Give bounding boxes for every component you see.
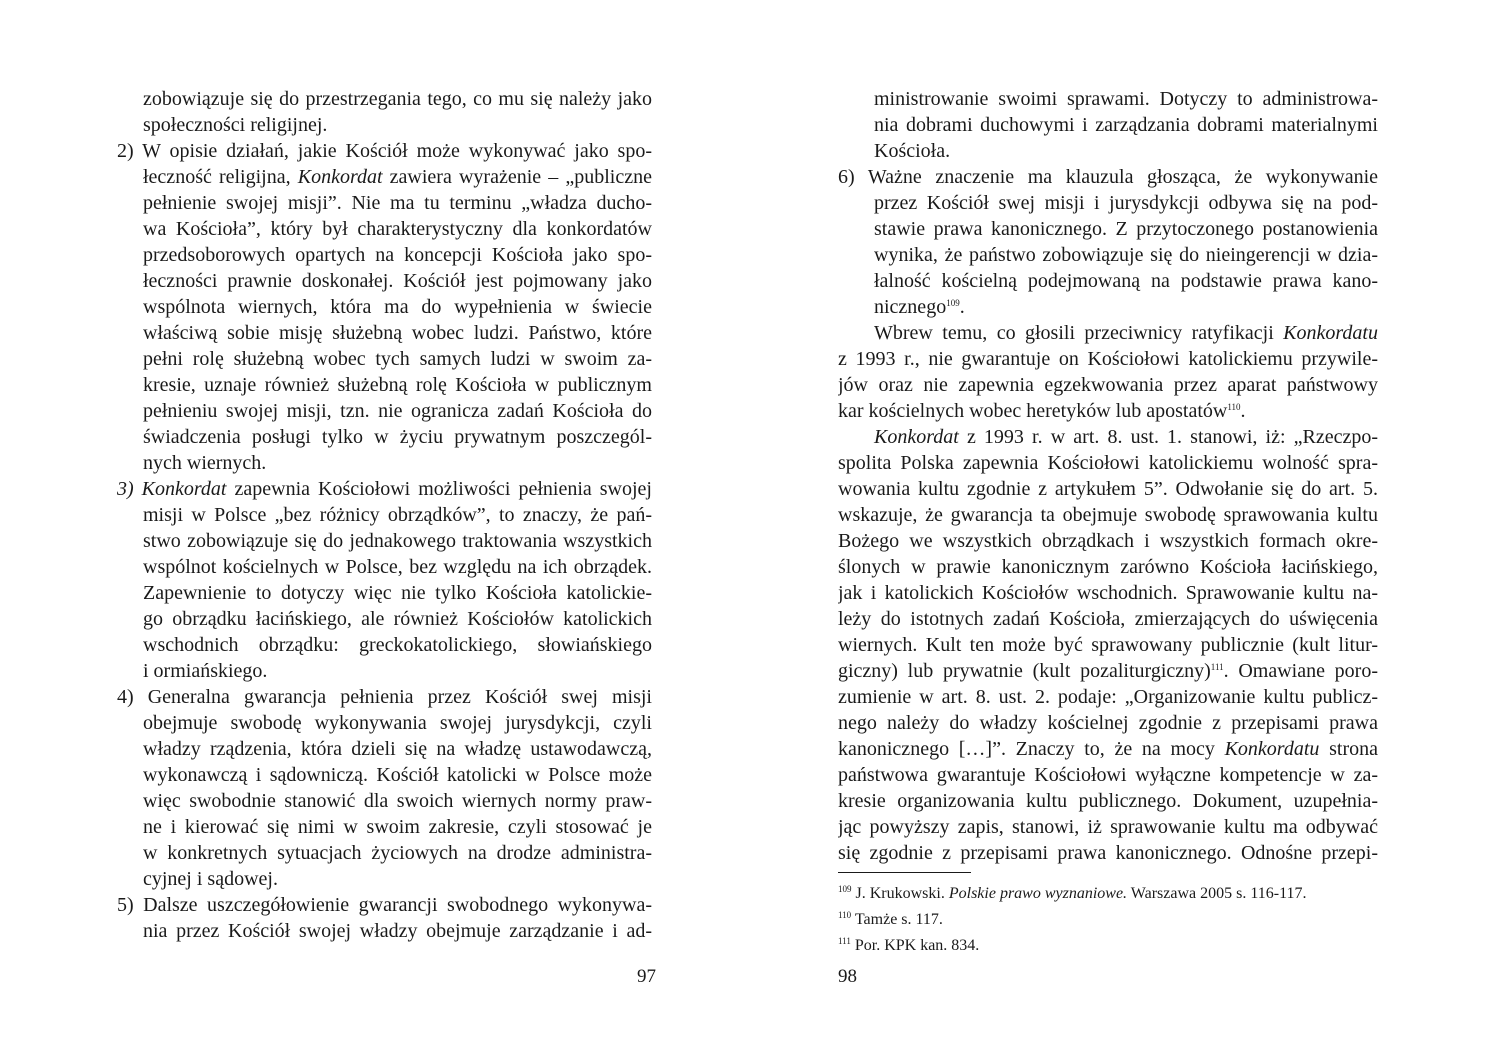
text-line: pełnieniu swojej misji, tzn. nie ogranicza zadań Kościoła do: [143, 400, 652, 422]
text-line: wiernych. Kult ten może być sprawowany publicznie (kult litur-: [838, 634, 1378, 656]
text-line: i ormiańskiego.: [143, 660, 268, 682]
text-line: właściwą sobie misję służebną wobec ludzi. Państwo, które: [143, 322, 652, 344]
text-line: misji w Polsce „bez różnicy obrządków”, to znaczy, że pań-: [143, 504, 652, 526]
text-line: stwo zobowiązuje się do jednakowego traktowania wszystkich: [143, 530, 652, 552]
text-line: ne i kierować się nimi w swoim zakresie, czyli stosować je: [143, 816, 652, 838]
list-item-3: 3) Konkordat zapewnia Kościołowi możliwości pełnienia swojej: [117, 478, 652, 500]
text-line: jak i katolickich Kościołów wschodnich. Sprawowanie kultu na-: [838, 582, 1378, 604]
list-item-5: 5) Dalsze uszczegółowienie gwarancji swobodnego wykonywa-: [117, 894, 652, 916]
text-line: nia dobrami duchowymi i zarządzania dobrami materialnymi: [874, 114, 1378, 136]
text-line: wspólnota wiernych, która ma do wypełnienia w świecie: [143, 296, 652, 318]
text-line: wa Kościoła”, który był charakterystyczny dla konkordatów: [143, 218, 652, 240]
left-page: [117, 86, 652, 944]
text-line: wykonawczą i sądowniczą. Kościół katolicki w Polsce może: [143, 764, 652, 786]
text-line: przedsoborowych opartych na koncepcji Kościoła jako spo-: [143, 244, 652, 266]
text-line: się zgodnie z przepisami prawa kanonicznego. Odnośne przepi-: [838, 842, 1378, 864]
text-line: nia przez Kościół swojej władzy obejmuje zarządzanie i ad-: [143, 920, 652, 942]
text-line: przez Kościół swej misji i jurysdykcji odbywa się na pod-: [874, 192, 1378, 214]
text-line: władzy rządzenia, która dzieli się na władzę ustawodawczą,: [143, 738, 652, 760]
text-line: obejmuje swobodę wykonywania swojej jurysdykcji, czyli: [143, 712, 652, 734]
text-line: giczny) lub prywatnie (kult pozaliturgiczny)$^{111}$. Omawiane poro-: [838, 660, 1378, 682]
text-line: świadczenia posługi tylko w życiu prywatnym poszczegól-: [143, 426, 652, 448]
text-line: kresie, uznaje również służebną rolę Kościoła w publicznym: [143, 374, 652, 396]
text-line: kar kościelnych wobec heretyków lub apostatów$^{110}$.: [838, 400, 1246, 422]
footnote-rule: [838, 872, 971, 873]
text-line: ministrowanie swoimi sprawami. Dotyczy to administrowa-: [874, 88, 1378, 110]
text-line: go obrządku łacińskiego, ale również Kościołów katolickich: [143, 608, 652, 630]
text-line: wschodnich obrządku: greckokatolickiego, słowiańskiego: [143, 634, 652, 656]
text-line: Bożego we wszystkich obrządkach i wszystkich formach okre-: [838, 530, 1378, 552]
list-item-6: 6) Ważne znaczenie ma klauzula głosząca, że wykonywanie: [838, 166, 1378, 188]
text-line: wynika, że państwo zobowiązuje się do nieingerencji w dzia-: [874, 244, 1378, 266]
text-line: pełni rolę służebną wobec tych samych ludzi w swoim za-: [143, 348, 652, 370]
text-line: wowania kultu zgodnie z artykułem 5”. Odwołanie się do art. 5.: [838, 478, 1378, 500]
text-line: kresie organizowania kultu publicznego. Dokument, uzupełnia-: [838, 790, 1378, 812]
text-line: łeczność religijna, Konkordat zawiera wyrażenie – „publiczne: [143, 166, 652, 188]
text-line: pełnienie swojej misji”. Nie ma tu terminu „władza ducho-: [143, 192, 652, 214]
text-line: z 1993 r., nie gwarantuje on Kościołowi katolickiemu przywile-: [838, 348, 1378, 370]
text-line: leży do istotnych zadań Kościoła, zmierzających do uświęcenia: [838, 608, 1378, 630]
footnote-ref: 110: [1227, 402, 1241, 412]
footnote-ref: 111: [1210, 662, 1224, 672]
list-item-4: 4) Generalna gwarancja pełnienia przez Kościół swej misji: [117, 686, 652, 708]
text-line: nego należy do władzy kościelnej zgodnie z przepisami prawa: [838, 712, 1378, 734]
text-line: zobowiązuje się do przestrzegania tego, co mu się należy jako: [143, 88, 652, 110]
text-line: jów oraz nie zapewnia egzekwowania przez aparat państwowy: [838, 374, 1378, 396]
list-item-2: 2) W opisie działań, jakie Kościół może wykonywać jako spo-: [117, 140, 652, 162]
text-line: wspólnot kościelnych w Polsce, bez względu na ich obrządek.: [143, 556, 652, 578]
text-line: państwowa gwarantuje Kościołowi wyłączne kompetencje w za-: [838, 764, 1378, 786]
text-line: Kościoła.: [874, 140, 951, 162]
text-line: Wbrew temu, co głosili przeciwnicy ratyfikacji Konkordatu: [874, 322, 1378, 344]
page-number: 97: [637, 966, 656, 987]
text-line: łalność kościelną podejmowaną na podstawie prawa kano-: [874, 270, 1378, 292]
text-line: więc swobodnie stanowić dla swoich wiernych normy praw-: [143, 790, 652, 812]
footnote-ref: 109: [946, 298, 960, 308]
footnote: $^{109}$ J. Krukowski. Polskie prawo wyznaniowe. Warszawa 2005 s. 116-117.: [838, 884, 1307, 902]
text-line: stawie prawa kanonicznego. Z przytoczonego postanowienia: [874, 218, 1378, 240]
text-line: nicznego$^{109}$.: [874, 296, 965, 318]
text-line: wskazuje, że gwarancja ta obejmuje swobodę sprawowania kultu: [838, 504, 1378, 526]
text-line: łeczności prawnie doskonałej. Kościół jest pojmowany jako: [143, 270, 652, 292]
footnote: $^{111}$ Por. KPK kan. 834.: [838, 936, 980, 954]
text-line: ślonych w prawie kanonicznym zarówno Kościoła łacińskiego,: [838, 556, 1378, 578]
text-line: kanonicznego […]”. Znaczy to, że na mocy Konkordatu strona: [838, 738, 1378, 760]
text-line: Zapewnienie to dotyczy więc nie tylko Kościoła katolickie-: [143, 582, 652, 604]
text-line: spolita Polska zapewnia Kościołowi katolickiemu wolność spra-: [838, 452, 1378, 474]
footnote: $^{110}$ Tamże s. 117.: [838, 910, 943, 928]
text-line: cyjnej i sądowej.: [143, 868, 278, 890]
text-line: w konkretnych sytuacjach życiowych na drodze administra-: [143, 842, 652, 864]
text-line: nych wiernych.: [143, 452, 267, 474]
page-number: 98: [838, 966, 857, 987]
text-line: jąc powyższy zapis, stanowi, iż sprawowanie kultu ma odbywać: [838, 816, 1378, 838]
right-page: [838, 86, 1378, 959]
text-line: Konkordat z 1993 r. w art. 8. ust. 1. stanowi, iż: „Rzeczpo-: [874, 426, 1378, 448]
text-line: społeczności religijnej.: [143, 114, 328, 136]
text-line: zumienie w art. 8. ust. 2. podaje: „Organizowanie kultu publicz-: [838, 686, 1378, 708]
